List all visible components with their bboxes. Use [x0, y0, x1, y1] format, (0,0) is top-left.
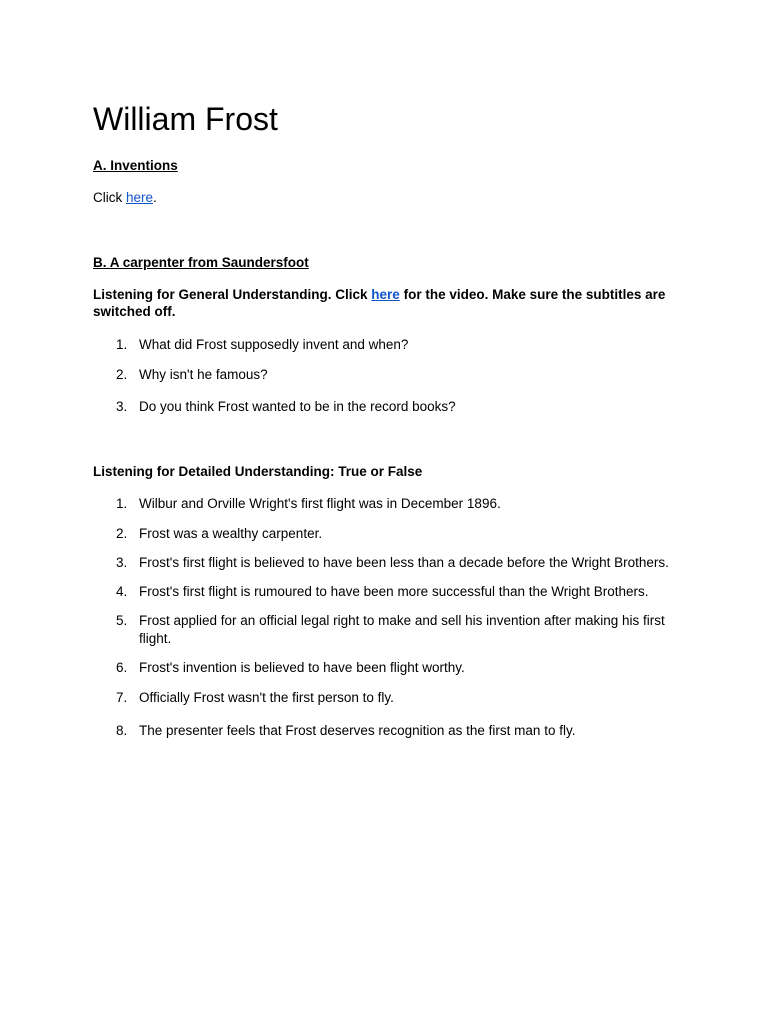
list-text: Frost was a wealthy carpenter.	[139, 526, 323, 541]
list-number: 4.	[116, 584, 128, 599]
list-item	[93, 495, 672, 513]
list-item	[93, 659, 672, 677]
list-number: 2.	[116, 366, 128, 382]
section-a-heading: A. Inventions	[93, 158, 178, 173]
list-text: Why isn't he famous?	[139, 366, 268, 382]
list-text: Frost applied for an official legal right to make and sell his invention after making his first flight.	[139, 613, 665, 646]
general-understanding-instruction	[93, 286, 672, 321]
list-text: The presenter feels that Frost deserves recognition as the first man to fly.	[139, 723, 576, 738]
list-item	[93, 525, 672, 543]
page-title: William Frost	[93, 101, 278, 137]
list-text: Officially Frost wasn't the first person to fly.	[139, 690, 394, 705]
list-item	[93, 336, 672, 354]
true-false-list	[93, 495, 672, 740]
list-text: Wilbur and Orville Wright's first flight was in December 1896.	[139, 496, 501, 511]
list-number: 8.	[116, 723, 128, 738]
list-item	[93, 722, 672, 740]
list-number: 3.	[116, 398, 128, 414]
list-text: Frost's first flight is believed to have been less than a decade before the Wright Brothers.	[139, 555, 669, 570]
instruction-prefix: Listening for General Understanding. Click	[93, 286, 372, 302]
list-number: 6.	[116, 660, 128, 675]
list-item	[93, 583, 672, 601]
section-a-click-line	[93, 189, 672, 207]
section-b-heading: B. A carpenter from Saundersfoot	[93, 254, 309, 270]
list-item	[93, 612, 672, 648]
general-questions-list	[93, 336, 672, 416]
list-text: What did Frost supposedly invent and when?	[139, 336, 409, 352]
list-number: 3.	[116, 555, 128, 570]
list-text: Frost's first flight is rumoured to have been more successful than the Wright Brothers.	[139, 584, 649, 599]
click-suffix: .	[153, 190, 157, 205]
list-number: 5.	[116, 613, 128, 628]
list-item	[93, 689, 672, 707]
list-text: Do you think Frost wanted to be in the record books?	[139, 398, 456, 414]
instruction-suffix: for the video. Make sure the subtitles are switched off.	[93, 286, 666, 319]
video-link[interactable]: here	[371, 286, 400, 302]
section-c-heading: Listening for Detailed Understanding: True or False	[93, 463, 423, 479]
list-text: Frost's invention is believed to have been flight worthy.	[139, 660, 465, 675]
list-number: 7.	[116, 690, 128, 705]
list-item	[93, 366, 672, 384]
list-item	[93, 398, 672, 416]
list-number: 1.	[116, 336, 128, 352]
click-prefix: Click	[93, 190, 126, 205]
list-item	[93, 554, 672, 572]
list-number: 1.	[116, 496, 128, 511]
inventions-link[interactable]: here	[126, 190, 154, 205]
list-number: 2.	[116, 526, 128, 541]
